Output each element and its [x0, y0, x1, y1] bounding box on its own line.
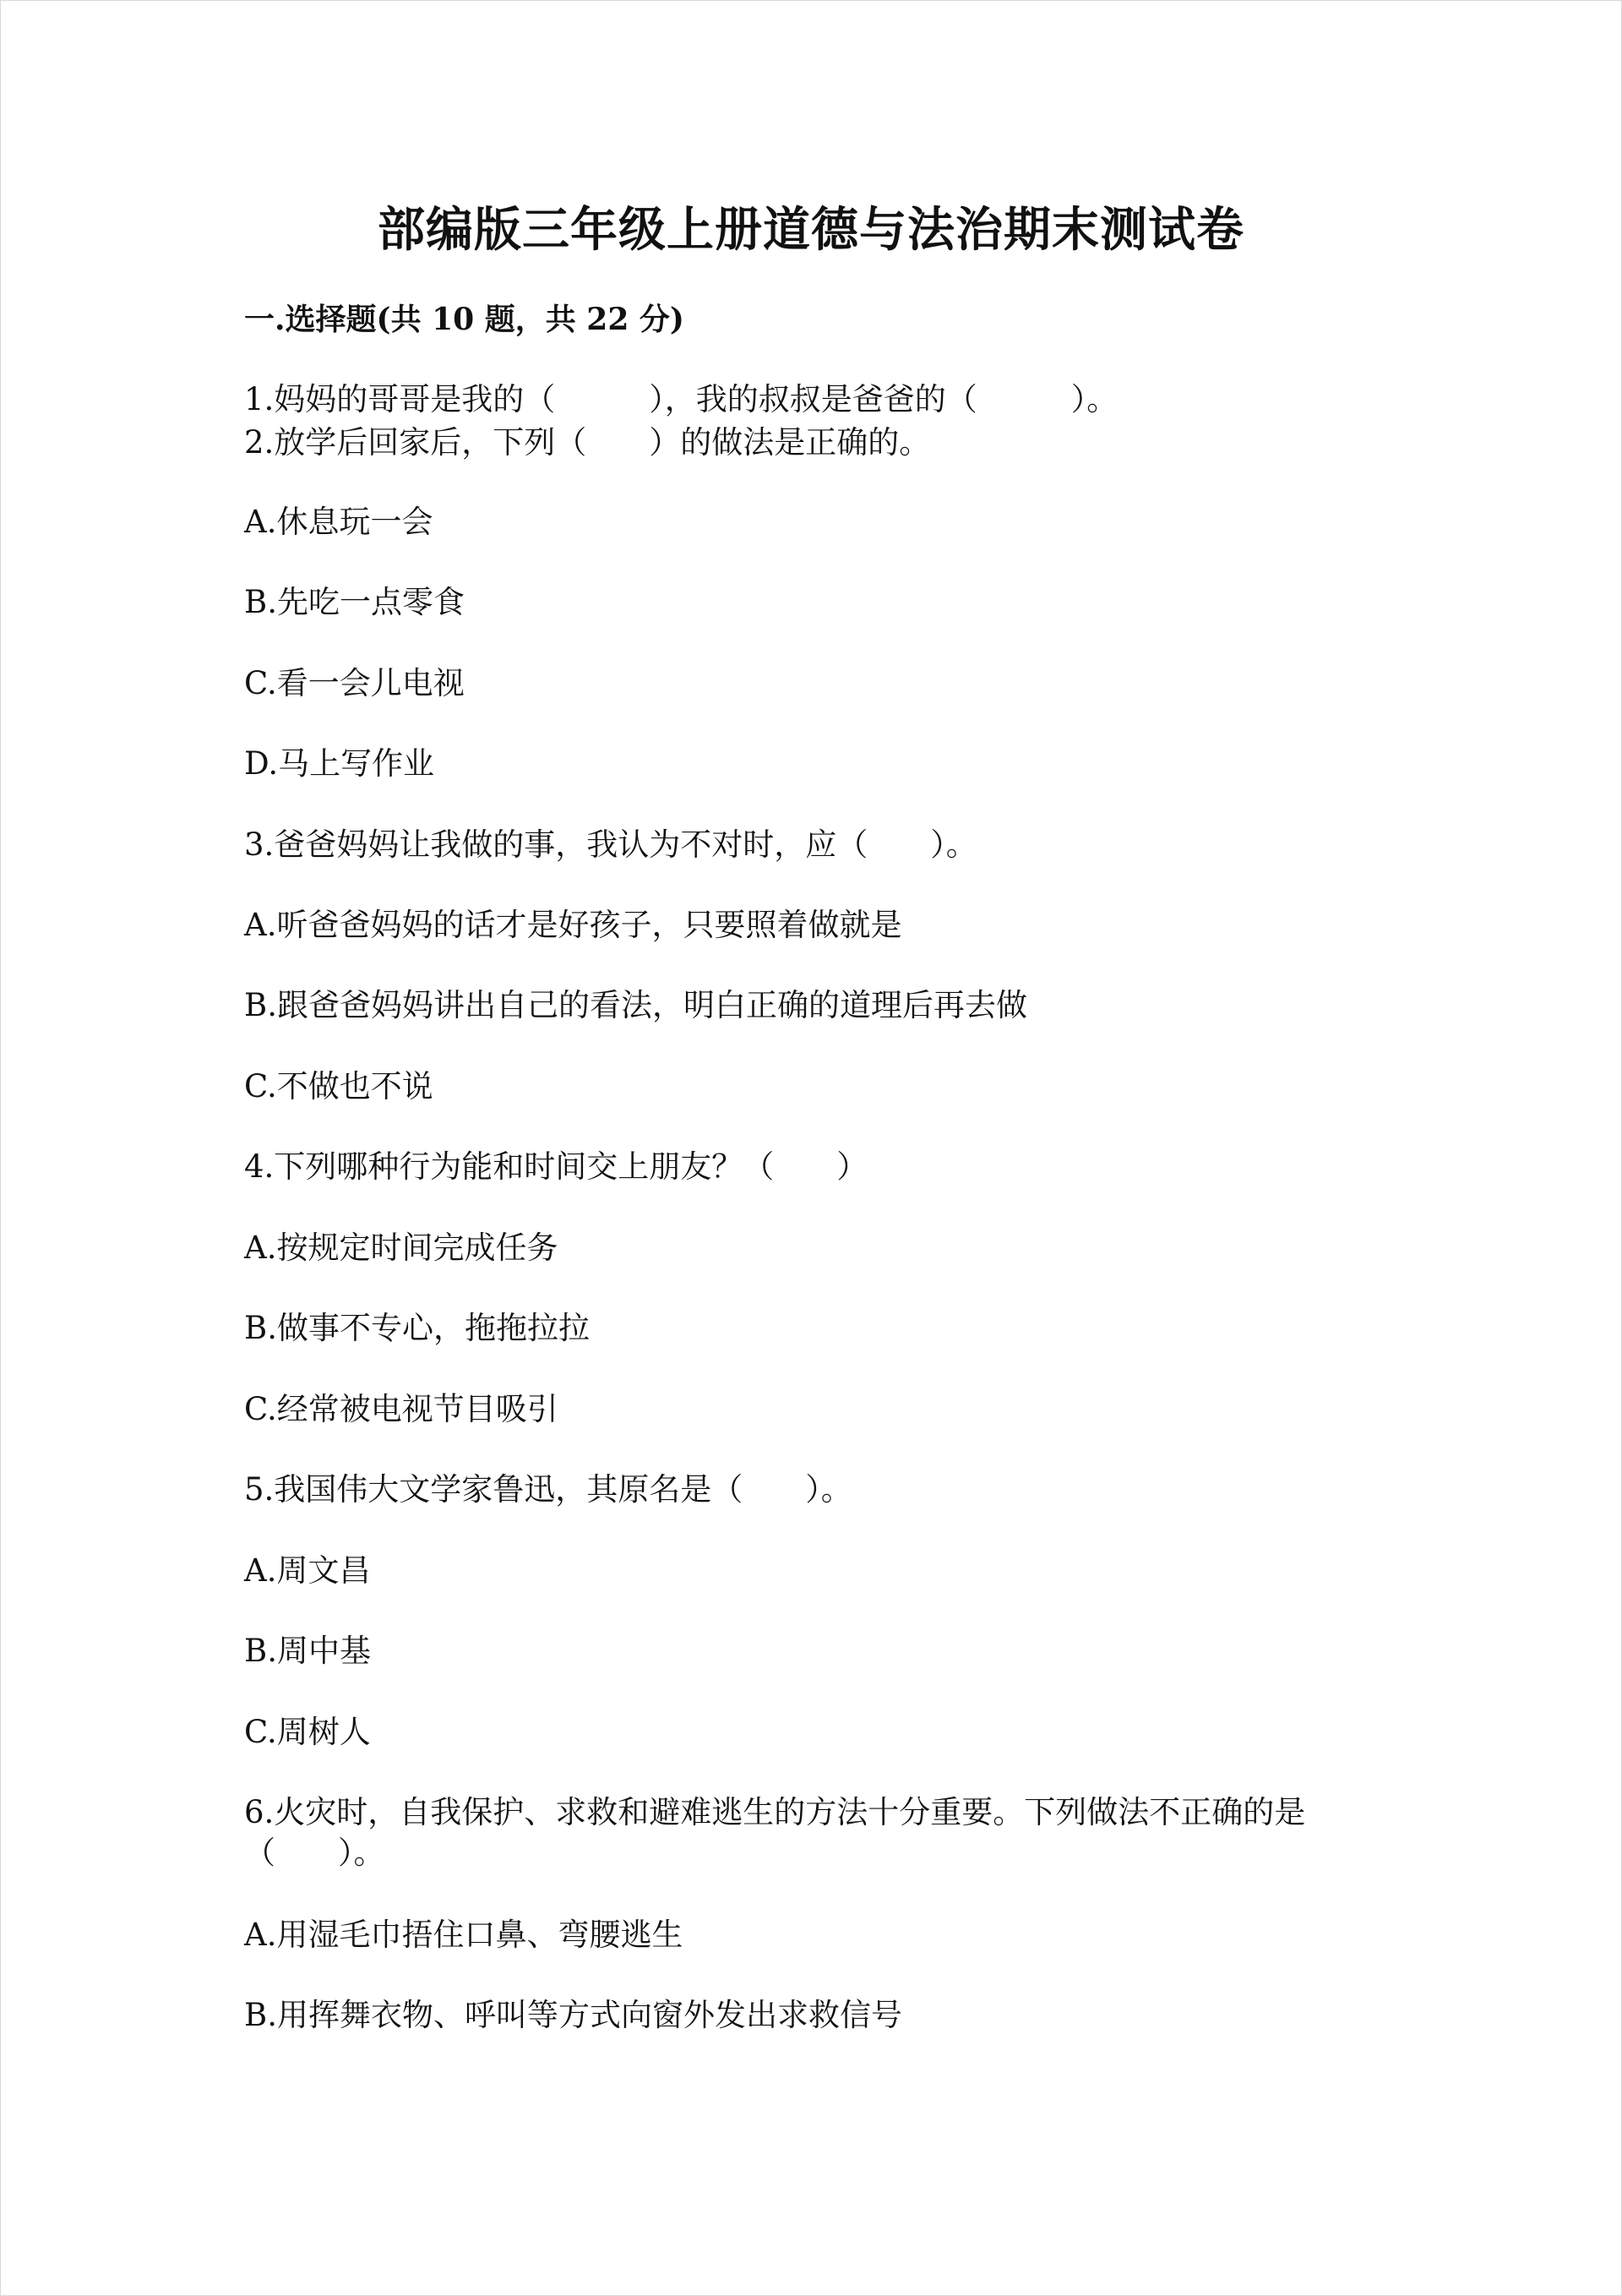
question-6-continuation: （ ）。	[244, 1835, 385, 1871]
question-6-option-a: A.用湿毛巾捂住口鼻、弯腰逃生	[244, 1917, 683, 1953]
question-4-option-c: C.经常被电视节目吸引	[244, 1391, 558, 1427]
question-5: 5.我国伟大文学家鲁迅，其原名是（ ）。	[244, 1471, 852, 1508]
question-3-option-b: B.跟爸爸妈妈讲出自己的看法，明白正确的道理后再去做	[244, 987, 1027, 1023]
question-2-option-b: B.先吃一点零食	[244, 584, 465, 620]
question-2-option-a: A.休息玩一会	[244, 504, 433, 540]
question-4-option-b: B.做事不专心，拖拖拉拉	[244, 1310, 590, 1346]
question-1: 1.妈妈的哥哥是我的（ ），我的叔叔是爸爸的（ ）。	[244, 381, 1119, 417]
question-4: 4.下列哪种行为能和时间交上朋友？（ ）	[244, 1148, 868, 1185]
page-title: 部编版三年级上册道德与法治期末测试卷	[378, 202, 1244, 258]
question-5-option-c: C.周树人	[244, 1714, 371, 1750]
question-4-option-a: A.按规定时间完成任务	[244, 1230, 558, 1266]
question-3-option-c: C.不做也不说	[244, 1068, 433, 1104]
question-5-option-a: A.周文昌	[244, 1552, 371, 1589]
question-5-option-b: B.周中基	[244, 1633, 371, 1669]
question-6: 6.火灾时，自我保护、求救和避难逃生的方法十分重要。下列做法不正确的是	[244, 1794, 1306, 1830]
question-6-option-b: B.用挥舞衣物、呼叫等方式向窗外发出求救信号	[244, 1997, 902, 2033]
question-2: 2.放学后回家后，下列（ ）的做法是正确的。	[244, 424, 931, 461]
question-2-option-c: C.看一会儿电视	[244, 665, 465, 701]
section-heading: 一.选择题(共 10 题，共 22 分)	[244, 302, 684, 337]
question-3: 3.爸爸妈妈让我做的事，我认为不对时，应（ ）。	[244, 826, 977, 863]
question-2-option-d: D.马上写作业	[244, 745, 435, 782]
question-3-option-a: A.听爸爸妈妈的话才是好孩子，只要照着做就是	[244, 907, 902, 943]
